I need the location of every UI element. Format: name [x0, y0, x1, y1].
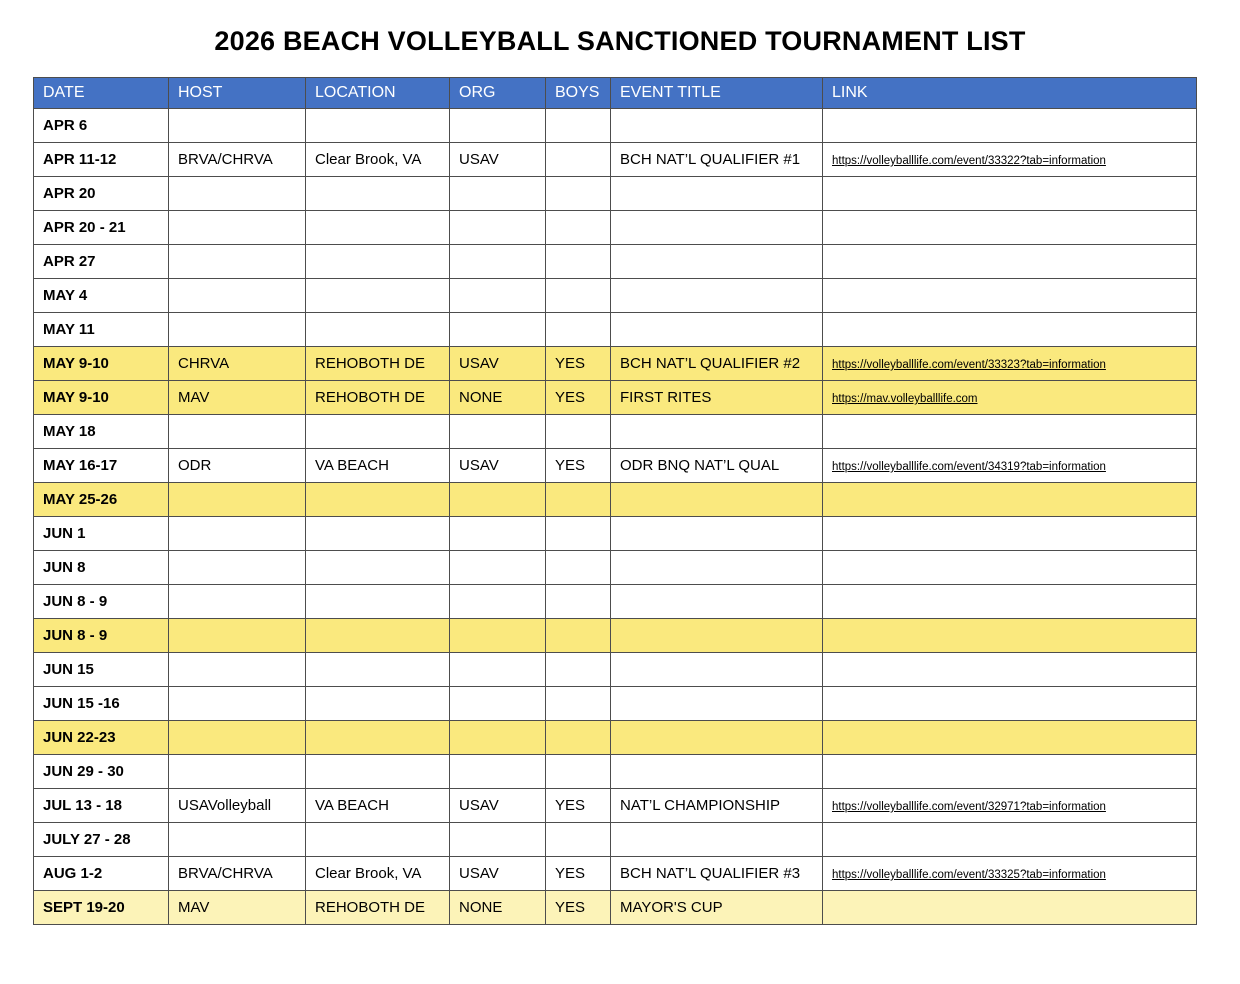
- cell-host: ODR: [169, 449, 306, 483]
- event-link[interactable]: https://volleyballlife.com/event/33322?tab=information: [832, 155, 1106, 167]
- tournament-table: [33, 77, 1197, 925]
- cell-date: APR 11-12: [34, 143, 169, 177]
- header-host: HOST: [169, 78, 306, 109]
- cell-boys: [546, 211, 611, 245]
- cell-link: [823, 381, 1197, 415]
- cell-event-title: [611, 517, 823, 551]
- table-row: [34, 857, 1197, 891]
- table-row: [34, 721, 1197, 755]
- cell-location: [306, 585, 450, 619]
- event-link[interactable]: https://volleyballlife.com/event/33325?tab=information: [832, 869, 1106, 881]
- cell-link: [823, 721, 1197, 755]
- cell-location: [306, 245, 450, 279]
- table-row: [34, 143, 1197, 177]
- cell-host: [169, 245, 306, 279]
- cell-date: APR 6: [34, 109, 169, 143]
- cell-host: [169, 687, 306, 721]
- cell-link: [823, 245, 1197, 279]
- cell-link: [823, 313, 1197, 347]
- cell-org: [450, 653, 546, 687]
- cell-org: [450, 109, 546, 143]
- cell-link: [823, 551, 1197, 585]
- cell-org: USAV: [450, 857, 546, 891]
- cell-event-title: [611, 823, 823, 857]
- table-row: [34, 483, 1197, 517]
- cell-host: [169, 823, 306, 857]
- cell-host: [169, 585, 306, 619]
- page-title: 2026 BEACH VOLLEYBALL SANCTIONED TOURNAMENT LIST: [214, 26, 1026, 56]
- cell-location: [306, 551, 450, 585]
- cell-boys: [546, 279, 611, 313]
- cell-date: MAY 25-26: [34, 483, 169, 517]
- cell-event-title: NAT’L CHAMPIONSHIP: [611, 789, 823, 823]
- cell-org: [450, 619, 546, 653]
- table-row: [34, 891, 1197, 925]
- cell-date: JUN 8: [34, 551, 169, 585]
- cell-org: [450, 245, 546, 279]
- table-row: [34, 177, 1197, 211]
- cell-org: [450, 415, 546, 449]
- table-row: [34, 313, 1197, 347]
- cell-org: [450, 211, 546, 245]
- cell-date: JUN 29 - 30: [34, 755, 169, 789]
- cell-event-title: [611, 177, 823, 211]
- cell-boys: [546, 109, 611, 143]
- cell-boys: [546, 551, 611, 585]
- cell-org: [450, 755, 546, 789]
- cell-location: [306, 653, 450, 687]
- cell-boys: [546, 415, 611, 449]
- header-date: DATE: [34, 78, 169, 109]
- cell-host: MAV: [169, 891, 306, 925]
- table-row: [34, 211, 1197, 245]
- cell-location: Clear Brook, VA: [306, 857, 450, 891]
- cell-link: [823, 177, 1197, 211]
- cell-date: MAY 9-10: [34, 347, 169, 381]
- cell-event-title: [611, 721, 823, 755]
- cell-date: JUN 1: [34, 517, 169, 551]
- cell-event-title: FIRST RITES: [611, 381, 823, 415]
- table-row: [34, 109, 1197, 143]
- cell-host: [169, 279, 306, 313]
- cell-location: [306, 823, 450, 857]
- cell-event-title: [611, 551, 823, 585]
- cell-location: VA BEACH: [306, 449, 450, 483]
- table-row: [34, 755, 1197, 789]
- cell-host: [169, 619, 306, 653]
- cell-host: [169, 653, 306, 687]
- cell-link: [823, 211, 1197, 245]
- table-row: [34, 245, 1197, 279]
- cell-event-title: [611, 653, 823, 687]
- cell-host: [169, 211, 306, 245]
- cell-org: [450, 721, 546, 755]
- table-row: [34, 687, 1197, 721]
- cell-link: [823, 109, 1197, 143]
- cell-boys: [546, 755, 611, 789]
- table-row: [34, 823, 1197, 857]
- cell-location: [306, 279, 450, 313]
- cell-location: [306, 415, 450, 449]
- cell-link: [823, 653, 1197, 687]
- header-boys: BOYS: [546, 78, 611, 109]
- table-row: [34, 381, 1197, 415]
- cell-org: USAV: [450, 449, 546, 483]
- cell-date: SEPT 19-20: [34, 891, 169, 925]
- cell-event-title: [611, 279, 823, 313]
- table-row: [34, 551, 1197, 585]
- cell-host: [169, 551, 306, 585]
- cell-host: [169, 415, 306, 449]
- cell-location: [306, 517, 450, 551]
- cell-location: REHOBOTH DE: [306, 381, 450, 415]
- cell-boys: [546, 721, 611, 755]
- cell-host: [169, 483, 306, 517]
- event-link[interactable]: https://volleyballlife.com/event/33323?tab=information: [832, 359, 1106, 371]
- cell-date: APR 20: [34, 177, 169, 211]
- cell-location: [306, 755, 450, 789]
- cell-event-title: [611, 483, 823, 517]
- header-org: ORG: [450, 78, 546, 109]
- cell-boys: [546, 143, 611, 177]
- cell-location: Clear Brook, VA: [306, 143, 450, 177]
- cell-host: [169, 517, 306, 551]
- table-row: [34, 279, 1197, 313]
- cell-date: MAY 18: [34, 415, 169, 449]
- cell-date: MAY 11: [34, 313, 169, 347]
- cell-boys: [546, 483, 611, 517]
- cell-host: BRVA/CHRVA: [169, 857, 306, 891]
- cell-org: [450, 687, 546, 721]
- cell-link: [823, 755, 1197, 789]
- cell-org: [450, 313, 546, 347]
- cell-org: NONE: [450, 891, 546, 925]
- header-row: [34, 78, 1197, 109]
- cell-link: [823, 585, 1197, 619]
- cell-link: [823, 823, 1197, 857]
- event-link[interactable]: https://volleyballlife.com/event/32971?tab=information: [832, 801, 1106, 813]
- cell-boys: [546, 245, 611, 279]
- header-link: LINK: [823, 78, 1197, 109]
- cell-link: [823, 789, 1197, 823]
- cell-date: JUN 15 -16: [34, 687, 169, 721]
- cell-boys: [546, 517, 611, 551]
- cell-host: [169, 313, 306, 347]
- table-row: [34, 449, 1197, 483]
- cell-boys: [546, 619, 611, 653]
- cell-org: USAV: [450, 143, 546, 177]
- cell-boys: YES: [546, 347, 611, 381]
- cell-link: [823, 687, 1197, 721]
- cell-host: MAV: [169, 381, 306, 415]
- cell-location: [306, 211, 450, 245]
- cell-event-title: BCH NAT’L QUALIFIER #1: [611, 143, 823, 177]
- cell-location: [306, 483, 450, 517]
- cell-location: REHOBOTH DE: [306, 347, 450, 381]
- cell-date: APR 27: [34, 245, 169, 279]
- cell-link: [823, 517, 1197, 551]
- cell-boys: [546, 687, 611, 721]
- cell-host: BRVA/CHRVA: [169, 143, 306, 177]
- cell-link: [823, 143, 1197, 177]
- cell-link: [823, 415, 1197, 449]
- cell-location: [306, 721, 450, 755]
- cell-date: MAY 16-17: [34, 449, 169, 483]
- cell-host: [169, 177, 306, 211]
- header-event-title: EVENT TITLE: [611, 78, 823, 109]
- event-link[interactable]: https://mav.volleyballlife.com: [832, 393, 978, 405]
- cell-boys: YES: [546, 857, 611, 891]
- cell-host: [169, 755, 306, 789]
- cell-location: [306, 177, 450, 211]
- cell-event-title: [611, 585, 823, 619]
- cell-location: REHOBOTH DE: [306, 891, 450, 925]
- cell-date: JUN 22-23: [34, 721, 169, 755]
- cell-org: [450, 177, 546, 211]
- cell-date: JULY 27 - 28: [34, 823, 169, 857]
- cell-link: [823, 449, 1197, 483]
- cell-org: [450, 517, 546, 551]
- table-row: [34, 653, 1197, 687]
- table-wrap: [33, 77, 1240, 925]
- cell-boys: YES: [546, 789, 611, 823]
- cell-org: [450, 585, 546, 619]
- cell-location: [306, 109, 450, 143]
- cell-date: JUN 8 - 9: [34, 619, 169, 653]
- cell-location: [306, 687, 450, 721]
- cell-event-title: BCH NAT’L QUALIFIER #3: [611, 857, 823, 891]
- cell-org: USAV: [450, 789, 546, 823]
- cell-event-title: MAYOR'S CUP: [611, 891, 823, 925]
- cell-org: [450, 551, 546, 585]
- table-row: [34, 585, 1197, 619]
- cell-boys: [546, 177, 611, 211]
- cell-org: USAV: [450, 347, 546, 381]
- table-body: [34, 109, 1197, 925]
- cell-host: [169, 721, 306, 755]
- table-row: [34, 517, 1197, 551]
- cell-location: VA BEACH: [306, 789, 450, 823]
- cell-date: JUL 13 - 18: [34, 789, 169, 823]
- cell-event-title: [611, 245, 823, 279]
- cell-event-title: [611, 755, 823, 789]
- cell-boys: [546, 653, 611, 687]
- cell-host: CHRVA: [169, 347, 306, 381]
- cell-org: NONE: [450, 381, 546, 415]
- table-row: [34, 619, 1197, 653]
- cell-event-title: ODR BNQ NAT’L QUAL: [611, 449, 823, 483]
- cell-link: [823, 891, 1197, 925]
- cell-org: [450, 483, 546, 517]
- table-row: [34, 347, 1197, 381]
- cell-link: [823, 857, 1197, 891]
- cell-event-title: [611, 619, 823, 653]
- cell-event-title: [611, 109, 823, 143]
- cell-event-title: BCH NAT’L QUALIFIER #2: [611, 347, 823, 381]
- cell-link: [823, 279, 1197, 313]
- cell-link: [823, 483, 1197, 517]
- cell-date: MAY 4: [34, 279, 169, 313]
- cell-date: AUG 1-2: [34, 857, 169, 891]
- cell-org: [450, 279, 546, 313]
- cell-link: [823, 619, 1197, 653]
- cell-date: MAY 9-10: [34, 381, 169, 415]
- cell-event-title: [611, 211, 823, 245]
- header-location: LOCATION: [306, 78, 450, 109]
- cell-event-title: [611, 313, 823, 347]
- cell-host: [169, 109, 306, 143]
- cell-event-title: [611, 687, 823, 721]
- cell-date: APR 20 - 21: [34, 211, 169, 245]
- cell-date: JUN 8 - 9: [34, 585, 169, 619]
- cell-date: JUN 15: [34, 653, 169, 687]
- cell-event-title: [611, 415, 823, 449]
- cell-boys: YES: [546, 891, 611, 925]
- event-link[interactable]: https://volleyballlife.com/event/34319?tab=information: [832, 461, 1106, 473]
- cell-host: USAVolleyball: [169, 789, 306, 823]
- table-row: [34, 415, 1197, 449]
- cell-org: [450, 823, 546, 857]
- cell-boys: YES: [546, 449, 611, 483]
- cell-boys: YES: [546, 381, 611, 415]
- cell-link: [823, 347, 1197, 381]
- cell-location: [306, 619, 450, 653]
- cell-boys: [546, 585, 611, 619]
- table-row: [34, 789, 1197, 823]
- cell-boys: [546, 313, 611, 347]
- cell-boys: [546, 823, 611, 857]
- cell-location: [306, 313, 450, 347]
